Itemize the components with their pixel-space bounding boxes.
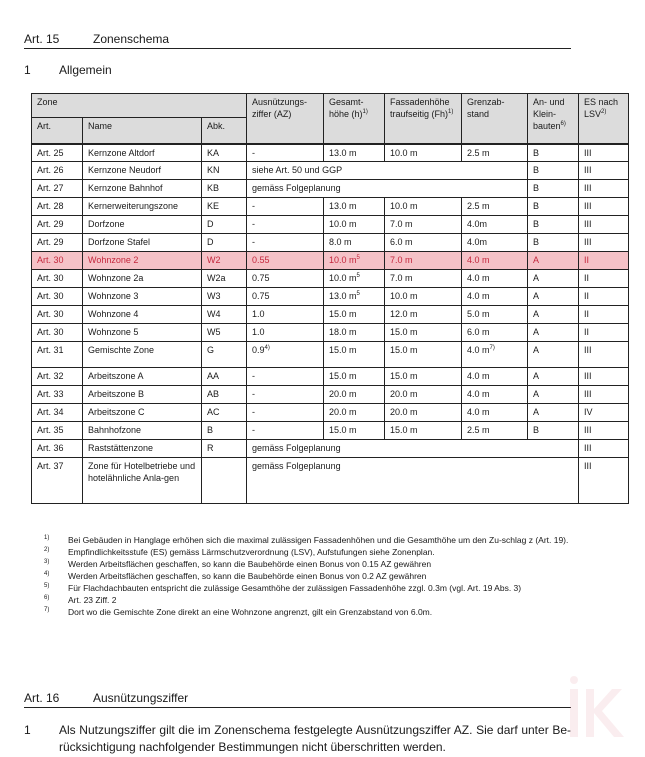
cell-grenzabstand: 4.0 m: [462, 288, 528, 306]
cell-gesamthoehe: 20.0 m: [324, 404, 385, 422]
watermark-logo: [566, 675, 626, 741]
cell-fassadenhoehe: 10.0 m: [385, 288, 462, 306]
cell-az: 0.9$^{4)}$: [247, 342, 324, 368]
cell-an-kleinbauten: B: [528, 144, 579, 162]
table-row: [32, 404, 629, 422]
header-an-kleinbauten: An- und Klein-bauten$^{6)}$: [528, 94, 579, 144]
cell-an-kleinbauten: A: [528, 270, 579, 288]
section-heading-art15: [24, 30, 571, 49]
table-row: [32, 144, 629, 162]
cell-an-kleinbauten: A: [528, 252, 579, 270]
paragraph-1: [24, 722, 571, 756]
header-fassadenhoehe: Fassadenhöhe traufseitig $(Fh)^{1)}$: [385, 94, 462, 144]
footnote: [44, 558, 574, 570]
cell-art: Art. 29: [32, 216, 83, 234]
header-name: Name: [83, 118, 202, 144]
cell-an-kleinbauten: B: [528, 180, 579, 198]
table-row: [32, 252, 629, 270]
cell-name: Kernzone Neudorf: [83, 162, 202, 180]
header-art: Art.: [32, 118, 83, 144]
cell-name: Wohnzone 3: [83, 288, 202, 306]
table-row: [32, 386, 629, 404]
cell-az: -: [247, 198, 324, 216]
cell-gesamthoehe: 13.0 $m^5$: [324, 288, 385, 306]
cell-art: Art. 32: [32, 368, 83, 386]
cell-an-kleinbauten: B: [528, 422, 579, 440]
cell-name: Kernzone Altdorf: [83, 144, 202, 162]
cell-es: III: [579, 368, 629, 386]
cell-name: Gemischte Zone: [83, 342, 202, 368]
footnote-mark: 6): [44, 595, 50, 601]
cell-grenzabstand: 2.5 m: [462, 422, 528, 440]
cell-fassadenhoehe: 7.0 m: [385, 270, 462, 288]
cell-fassadenhoehe: 7.0 m: [385, 216, 462, 234]
cell-name: Dorfzone: [83, 216, 202, 234]
cell-art: Art. 29: [32, 234, 83, 252]
cell-merged: gemäss Folgeplanung: [247, 440, 579, 458]
table-header-row-1: [32, 94, 629, 118]
cell-abk: W2a: [202, 270, 247, 288]
cell-abk: W3: [202, 288, 247, 306]
cell-an-kleinbauten: A: [528, 386, 579, 404]
cell-az: -: [247, 144, 324, 162]
article-number: Art. 15: [24, 32, 60, 46]
cell-gesamthoehe: 8.0 m: [324, 234, 385, 252]
footnote-text: Für Flachdachbauten entspricht die zulässige Gesamthöhe der zulässigen Fassadenhöhe zzgl. 0.3m (vgl. Art. 19 Abs. 3): [68, 583, 522, 593]
footnote: [44, 582, 574, 594]
cell-art: Art. 27: [32, 180, 83, 198]
footnote-mark: 5): [44, 583, 50, 589]
cell-grenzabstand: 2.5 m: [462, 144, 528, 162]
footnote-mark: 4): [44, 571, 50, 577]
cell-grenzabstand: 4.0 m: [462, 368, 528, 386]
cell-abk: AC: [202, 404, 247, 422]
cell-grenzabstand: 4.0 m: [462, 252, 528, 270]
article-number: Art. 16: [24, 691, 60, 705]
cell-gesamthoehe: 13.0 m: [324, 144, 385, 162]
cell-an-kleinbauten: A: [528, 404, 579, 422]
header-abk: Abk.: [202, 118, 247, 144]
cell-fassadenhoehe: 7.0 m: [385, 252, 462, 270]
cell-name: Zone für Hotelbetriebe und hotelähnliche Anla-gen: [83, 458, 202, 504]
cell-art: Art. 37: [32, 458, 83, 504]
section-heading-art16: [24, 689, 571, 708]
cell-name: Kernzone Bahnhof: [83, 180, 202, 198]
cell-name: Raststättenzone: [83, 440, 202, 458]
cell-abk: R: [202, 440, 247, 458]
cell-grenzabstand: 5.0 m: [462, 306, 528, 324]
cell-name: Wohnzone 4: [83, 306, 202, 324]
cell-fassadenhoehe: 10.0 m: [385, 198, 462, 216]
cell-an-kleinbauten: A: [528, 306, 579, 324]
cell-az: 0.75: [247, 270, 324, 288]
cell-an-kleinbauten: B: [528, 162, 579, 180]
cell-az: 1.0: [247, 324, 324, 342]
cell-es: III: [579, 180, 629, 198]
cell-es: II: [579, 288, 629, 306]
cell-fassadenhoehe: 15.0 m: [385, 422, 462, 440]
table-row: [32, 180, 629, 198]
cell-gesamthoehe: 20.0 m: [324, 386, 385, 404]
subsection-number: 1: [24, 63, 31, 77]
cell-az: -: [247, 386, 324, 404]
cell-name: Arbeitszone A: [83, 368, 202, 386]
footnote-mark: 2): [44, 547, 50, 553]
cell-fassadenhoehe: 20.0 m: [385, 386, 462, 404]
table-row: [32, 368, 629, 386]
footnote: [44, 606, 574, 618]
cell-az: 1.0: [247, 306, 324, 324]
footnote: [44, 570, 574, 582]
cell-fassadenhoehe: 15.0 m: [385, 342, 462, 368]
cell-es: III: [579, 458, 629, 504]
header-es: ES nach LSV$^{2)}$: [579, 94, 629, 144]
article-title: Ausnützungsziffer: [93, 691, 189, 705]
header-gesamthoehe: Gesamt-höhe $(h)^{1)}$: [324, 94, 385, 144]
table-row: [32, 270, 629, 288]
footnote-mark: 7): [44, 607, 50, 613]
cell-gesamthoehe: 10.0 m: [324, 216, 385, 234]
cell-grenzabstand: 6.0 m: [462, 324, 528, 342]
table-row: [32, 162, 629, 180]
cell-fassadenhoehe: 15.0 m: [385, 324, 462, 342]
cell-es: III: [579, 440, 629, 458]
subsection-heading: [24, 63, 112, 77]
cell-abk: G: [202, 342, 247, 368]
cell-grenzabstand: 4.0 m: [462, 386, 528, 404]
footnote-text: Werden Arbeitsflächen geschaffen, so kann die Baubehörde einen Bonus von 0.2 AZ gewähren: [68, 571, 427, 581]
cell-abk: [202, 458, 247, 504]
cell-name: Kernerweiterungszone: [83, 198, 202, 216]
paragraph-number: 1: [24, 723, 31, 737]
footnote-mark: 1): [44, 535, 50, 541]
cell-es: IV: [579, 404, 629, 422]
cell-fassadenhoehe: 12.0 m: [385, 306, 462, 324]
subsection-title: Allgemein: [59, 63, 112, 77]
cell-gesamthoehe: 10.0 $m^5$: [324, 270, 385, 288]
cell-es: III: [579, 234, 629, 252]
cell-art: Art. 31: [32, 342, 83, 368]
cell-art: Art. 36: [32, 440, 83, 458]
table-row: [32, 342, 629, 368]
cell-abk: B: [202, 422, 247, 440]
footnote-text: Bei Gebäuden in Hanglage erhöhen sich die maximal zulässigen Fassadenhöhen und die Gesamthöhe um den Zu-schlag z (Art. 19).: [68, 535, 569, 545]
footnote-text: Art. 23 Ziff. 2: [68, 595, 117, 605]
cell-art: Art. 25: [32, 144, 83, 162]
cell-grenzabstand: 2.5 m: [462, 198, 528, 216]
cell-an-kleinbauten: A: [528, 342, 579, 368]
cell-name: Wohnzone 2a: [83, 270, 202, 288]
cell-art: Art. 34: [32, 404, 83, 422]
cell-abk: KA: [202, 144, 247, 162]
cell-gesamthoehe: 15.0 m: [324, 368, 385, 386]
cell-abk: D: [202, 216, 247, 234]
cell-name: Wohnzone 2: [83, 252, 202, 270]
cell-abk: KN: [202, 162, 247, 180]
cell-es: III: [579, 216, 629, 234]
cell-grenzabstand: 4.0m: [462, 234, 528, 252]
cell-name: Wohnzone 5: [83, 324, 202, 342]
footnote-text: Dort wo die Gemischte Zone direkt an eine Wohnzone angrenzt, gilt ein Grenzabstand von 6.0m.: [68, 607, 433, 617]
cell-art: Art. 28: [32, 198, 83, 216]
footnote-text: Empfindlichkeitsstufe (ES) gemäss Lärmschutzverordnung (LSV), Aufstufungen siehe Zonenplan.: [68, 547, 435, 557]
cell-an-kleinbauten: A: [528, 288, 579, 306]
cell-name: Arbeitszone B: [83, 386, 202, 404]
zone-schema-table: [31, 93, 629, 504]
cell-abk: AA: [202, 368, 247, 386]
cell-abk: D: [202, 234, 247, 252]
cell-abk: AB: [202, 386, 247, 404]
cell-art: Art. 30: [32, 324, 83, 342]
cell-grenzabstand: 4.0 $m^{7)}$: [462, 342, 528, 368]
cell-an-kleinbauten: A: [528, 368, 579, 386]
footnotes: [44, 534, 574, 618]
cell-name: Dorfzone Stafel: [83, 234, 202, 252]
table-row: [32, 198, 629, 216]
cell-grenzabstand: 4.0m: [462, 216, 528, 234]
footnote-mark: 3): [44, 559, 50, 565]
cell-az: -: [247, 404, 324, 422]
cell-name: Arbeitszone C: [83, 404, 202, 422]
footnote: [44, 546, 574, 558]
table-row: [32, 422, 629, 440]
cell-art: Art. 35: [32, 422, 83, 440]
cell-es: III: [579, 198, 629, 216]
table-row: [32, 440, 629, 458]
cell-art: Art. 30: [32, 306, 83, 324]
cell-abk: KE: [202, 198, 247, 216]
table-row: [32, 288, 629, 306]
cell-az: -: [247, 234, 324, 252]
cell-es: III: [579, 342, 629, 368]
cell-az: -: [247, 216, 324, 234]
cell-art: Art. 30: [32, 270, 83, 288]
cell-fassadenhoehe: 15.0 m: [385, 368, 462, 386]
cell-an-kleinbauten: A: [528, 324, 579, 342]
cell-name: Bahnhofzone: [83, 422, 202, 440]
header-zone: Zone: [32, 94, 247, 118]
cell-az: -: [247, 368, 324, 386]
cell-es: III: [579, 162, 629, 180]
cell-es: II: [579, 270, 629, 288]
cell-es: III: [579, 386, 629, 404]
cell-art: Art. 33: [32, 386, 83, 404]
cell-merged: siehe Art. 50 und GGP: [247, 162, 528, 180]
cell-gesamthoehe: 15.0 m: [324, 306, 385, 324]
table-row: [32, 306, 629, 324]
cell-fassadenhoehe: 6.0 m: [385, 234, 462, 252]
cell-abk: W2: [202, 252, 247, 270]
cell-fassadenhoehe: 20.0 m: [385, 404, 462, 422]
table-row: [32, 234, 629, 252]
cell-es: III: [579, 144, 629, 162]
cell-merged: gemäss Folgeplanung: [247, 180, 528, 198]
table-row: [32, 216, 629, 234]
table-row: [32, 324, 629, 342]
cell-gesamthoehe: 15.0 m: [324, 342, 385, 368]
cell-art: Art. 30: [32, 288, 83, 306]
header-az: Ausnützungs-ziffer (AZ): [247, 94, 324, 144]
cell-fassadenhoehe: 10.0 m: [385, 144, 462, 162]
header-grenzabstand: Grenzab-stand: [462, 94, 528, 144]
footnote: [44, 594, 574, 606]
footnote-text: Werden Arbeitsflächen geschaffen, so kann die Baubehörde einen Bonus von 0.15 AZ gewähren: [68, 559, 432, 569]
cell-abk: KB: [202, 180, 247, 198]
cell-art: Art. 30: [32, 252, 83, 270]
cell-gesamthoehe: 18.0 m: [324, 324, 385, 342]
cell-merged: gemäss Folgeplanung: [247, 458, 579, 504]
footnote: [44, 534, 574, 546]
cell-gesamthoehe: 10.0 $m^5$: [324, 252, 385, 270]
cell-abk: W5: [202, 324, 247, 342]
cell-grenzabstand: 4.0 m: [462, 270, 528, 288]
article-title: Zonenschema: [93, 32, 170, 46]
cell-an-kleinbauten: B: [528, 234, 579, 252]
cell-an-kleinbauten: B: [528, 198, 579, 216]
cell-gesamthoehe: 13.0 m: [324, 198, 385, 216]
cell-art: Art. 26: [32, 162, 83, 180]
cell-es: II: [579, 324, 629, 342]
cell-az: 0.75: [247, 288, 324, 306]
cell-es: III: [579, 422, 629, 440]
cell-grenzabstand: 4.0 m: [462, 404, 528, 422]
cell-gesamthoehe: 15.0 m: [324, 422, 385, 440]
cell-az: 0.55: [247, 252, 324, 270]
paragraph-text: Als Nutzungsziffer gilt die im Zonenschema festgelegte Ausnützungsziffer AZ. Sie darf unter Be-rücksichtigung nachfolgender Bestimmungen nicht überschritten werden.: [59, 723, 571, 754]
cell-abk: W4: [202, 306, 247, 324]
cell-az: -: [247, 422, 324, 440]
table-row: [32, 458, 629, 504]
cell-es: II: [579, 252, 629, 270]
cell-an-kleinbauten: B: [528, 216, 579, 234]
cell-es: II: [579, 306, 629, 324]
